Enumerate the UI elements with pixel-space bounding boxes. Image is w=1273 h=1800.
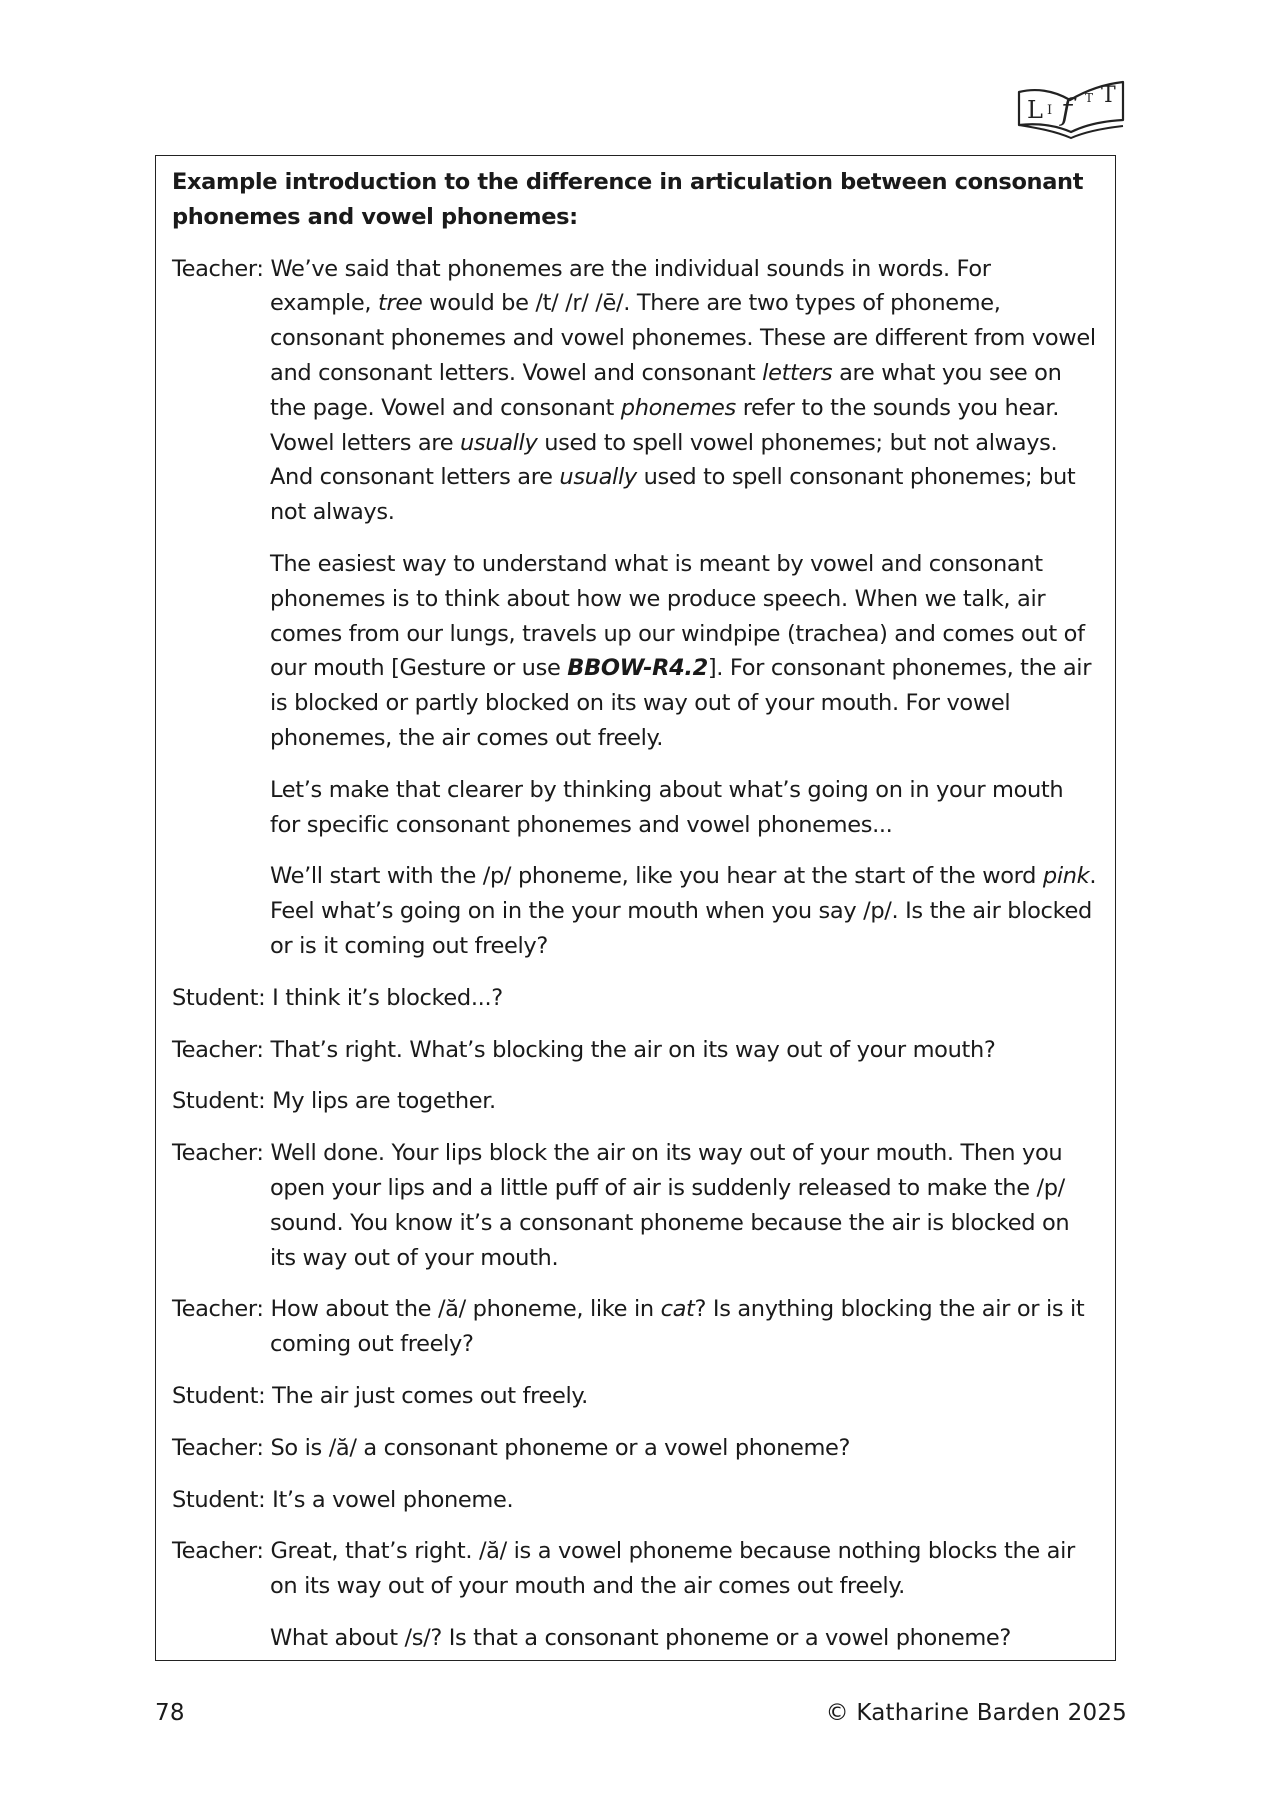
dialogue-text: used to spell vowel phonemes; but not always. And consonant letters are: [270, 429, 1058, 491]
dialogue-text: are what you see on the page. Vowel and consonant: [270, 359, 1062, 421]
dialogue-paragraph: [172, 1084, 1097, 1119]
dialogue-text: would be /t/ /r/ /ē/. There are two types of phoneme, consonant phonemes and vowel phonemes. These are different from vowel and consonant letters. Vowel and consonant: [270, 290, 1096, 386]
dialogue-text: We’ll start with the /p/ phoneme, like you hear at the start of the word: [270, 863, 1043, 890]
dialogue-paragraph: [172, 981, 1097, 1016]
dialogue-text: That’s right. What’s blocking the air on its way out of your mouth?: [270, 1036, 996, 1063]
dialogue-text: We’ve said that phonemes are the individual sounds in words. For example,: [270, 255, 991, 317]
dialogue-turns: [172, 252, 1097, 1656]
speaker-label: Student:: [172, 1486, 273, 1513]
dialogue-paragraph: [172, 1379, 1097, 1414]
emphasis-text: pink: [1042, 863, 1090, 890]
dialogue-turn: [172, 1084, 1097, 1119]
dialogue-paragraph: [172, 1621, 1097, 1656]
dialogue-paragraph: [172, 859, 1097, 963]
dialogue-paragraph: [172, 252, 1097, 530]
dialogue-turn: [172, 1033, 1097, 1068]
dialogue-paragraph: [172, 1431, 1097, 1466]
dialogue-text: It’s a vowel phoneme.: [272, 1486, 514, 1513]
dialogue-turn: [172, 1431, 1097, 1466]
dialogue-paragraph: [172, 1483, 1097, 1518]
svg-text:f: f: [1061, 93, 1073, 128]
page-number: 78: [155, 1700, 185, 1726]
speaker-label: Teacher:: [172, 1036, 271, 1063]
speaker-label: Student:: [172, 1088, 273, 1115]
emphasis-text: usually: [460, 429, 538, 456]
dialogue-paragraph: [172, 1534, 1097, 1604]
resource-reference: BBOW-R4.2: [567, 655, 708, 682]
dialogue-text: The air just comes out freely.: [272, 1382, 588, 1409]
copyright-notice: © Katharine Barden 2025: [825, 1700, 1127, 1726]
dialogue-turn: [172, 1483, 1097, 1518]
dialogue-turn: [172, 981, 1097, 1016]
speaker-label: Teacher:: [172, 1538, 271, 1565]
emphasis-text: cat: [660, 1296, 695, 1323]
dialogue-text: What about /s/? Is that a consonant phoneme or a vowel phoneme?: [270, 1624, 1012, 1651]
dialogue-text: Great, that’s right. /ă/ is a vowel phoneme because nothing blocks the air on its way out of your mouth and the air comes out freely.: [270, 1538, 1075, 1600]
dialogue-paragraph: [172, 1033, 1097, 1068]
dialogue-turn: [172, 1292, 1097, 1362]
emphasis-text: tree: [378, 290, 423, 317]
speaker-label: Teacher:: [172, 1140, 271, 1167]
emphasis-text: letters: [762, 359, 833, 386]
dialogue-paragraph: [172, 1292, 1097, 1362]
svg-text:I: I: [1047, 103, 1053, 118]
dialogue-text: I think it’s blocked...?: [272, 984, 503, 1011]
speaker-label: Teacher:: [172, 1296, 271, 1323]
dialogue-text: How about the /ă/ phoneme, like in: [270, 1296, 661, 1323]
dialogue-text: So is /ă/ a consonant phoneme or a vowel phoneme?: [270, 1434, 851, 1461]
dialogue-text: Let’s make that clearer by thinking about what’s going on in your mouth for specific consonant phonemes and vowel phonemes...: [270, 776, 1064, 838]
svg-text:T: T: [1085, 91, 1094, 105]
dialogue-turn: [172, 1136, 1097, 1275]
dialogue-turn: [172, 252, 1097, 964]
dialogue-text: Well done. Your lips block the air on its way out of your mouth. Then you open your lips and a little puff of air is suddenly released to make the /p/ sound. You know it’s a consonant phoneme because the air is blocked on its way out of your mouth.: [270, 1140, 1070, 1271]
dialogue-paragraph: [172, 773, 1097, 843]
speaker-label: Teacher:: [172, 255, 271, 282]
dialogue-text: . Feel what’s going on in the your mouth when you say /p/. Is the air blocked or is it coming out freely?: [270, 863, 1097, 959]
dialogue-text: used to spell consonant phonemes; but not always.: [270, 464, 1076, 526]
speaker-label: Student:: [172, 984, 273, 1011]
dialogue-paragraph: [172, 1136, 1097, 1275]
speaker-label: Teacher:: [172, 1434, 271, 1461]
speaker-label: Student:: [172, 1382, 273, 1409]
dialogue-text: The easiest way to understand what is meant by vowel and consonant phonemes is to think about how we produce speech. When we talk, air comes from our lungs, travels up our windpipe (trachea) and comes out of our mouth [Gesture or use: [270, 550, 1085, 682]
dialogue-paragraph: [172, 547, 1097, 756]
dialogue-text: refer to the sounds you hear. Vowel letters are: [270, 394, 1060, 456]
dialogue-text: My lips are together.: [272, 1088, 496, 1115]
intro-heading: Example introduction to the difference in articulation between consonant phonemes and vowel phonemes:: [172, 169, 1084, 230]
svg-text:L: L: [1027, 96, 1043, 124]
svg-text:T: T: [1101, 83, 1116, 108]
emphasis-text: phonemes: [620, 394, 736, 421]
dialogue-box: [155, 155, 1116, 1661]
liftt-logo: [1015, 78, 1127, 140]
dialogue-turn: [172, 1534, 1097, 1655]
emphasis-text: usually: [559, 464, 637, 491]
dialogue-turn: [172, 1379, 1097, 1414]
dialogue-text: ]. For consonant phonemes, the air is blocked or partly blocked on its way out of your mouth. For vowel phonemes, the air comes out freely.: [270, 655, 1092, 751]
dialogue-text: ? Is anything blocking the air or is it coming out freely?: [270, 1296, 1085, 1358]
